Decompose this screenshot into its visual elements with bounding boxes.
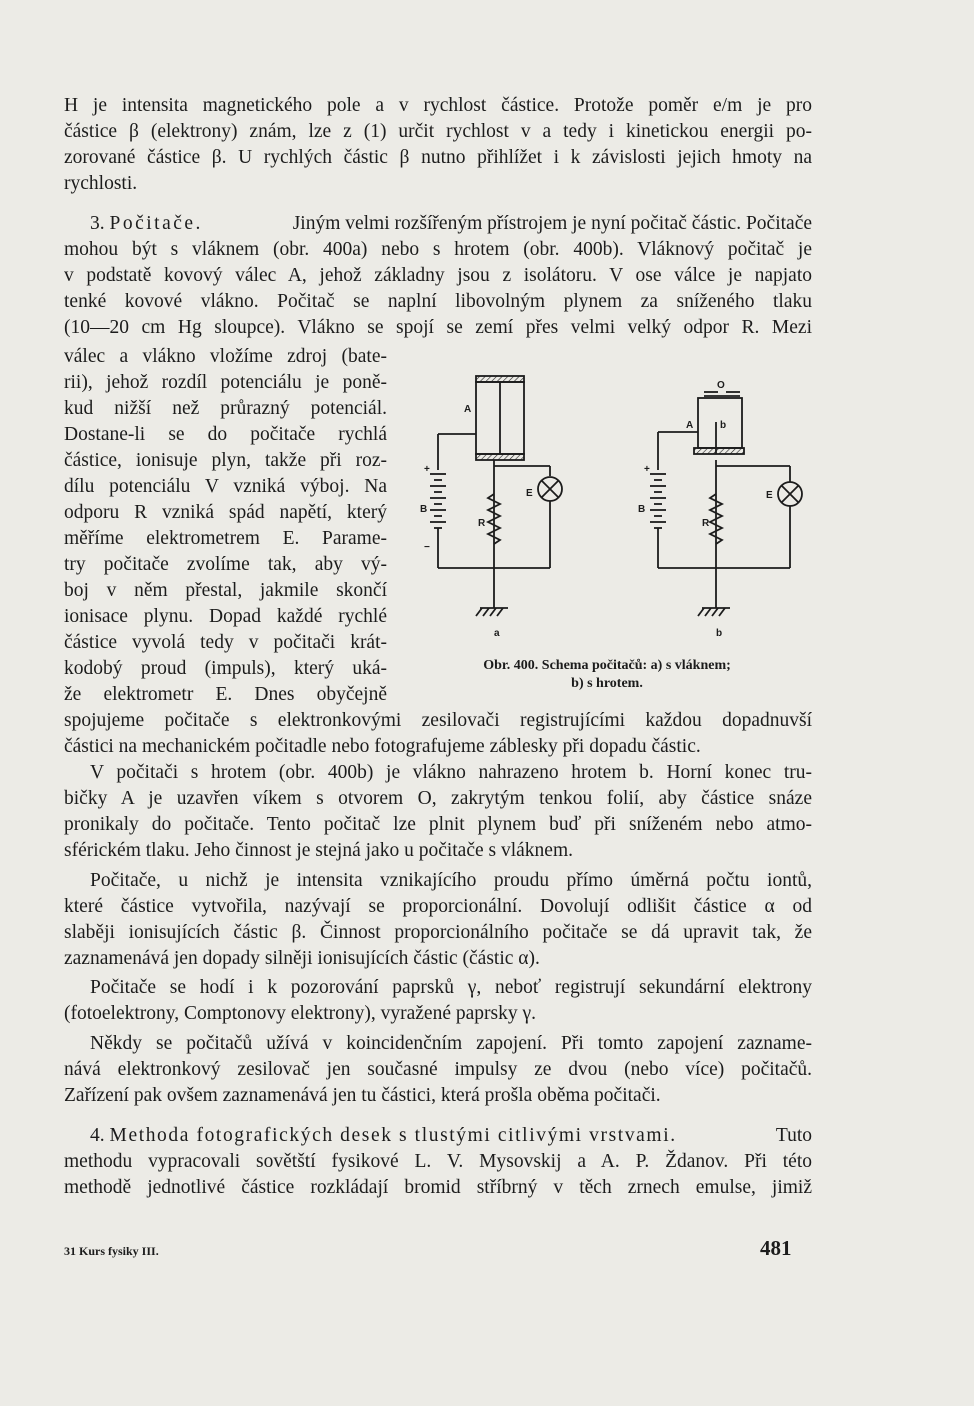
resistor-symbol bbox=[488, 494, 500, 544]
text-line: boj v něm přestal, jakmile skončí bbox=[64, 580, 387, 601]
section-heading-line bbox=[90, 211, 812, 237]
text-line: methodu vypracovali sovětští fysikové L. V. Mysovskij a A. P. Ždanov. Při této bbox=[64, 1151, 812, 1172]
label-a: A bbox=[464, 404, 472, 415]
section-number: 3. bbox=[90, 213, 105, 234]
label-r: R bbox=[478, 518, 486, 529]
text-line: mohou být s vláknem (obr. 400a) nebo s hrotem (obr. 400b). Vláknový počitač je bbox=[64, 239, 812, 260]
text-line: zaznamenává jen dopady silněji ionisujících částic (částic α). bbox=[64, 948, 540, 969]
label-a: A bbox=[686, 420, 694, 431]
label-b: B bbox=[638, 504, 646, 515]
text-line: rychlosti. bbox=[64, 173, 138, 194]
text-line: Zařízení pak ovšem zaznamenává jen tu částici, která prošla oběma počitači. bbox=[64, 1085, 661, 1106]
text-line: Počitače, u nichž je intensita vznikajícího proudu přímo úměrná počtu iontů, bbox=[90, 870, 812, 891]
text-line: try počitače zvolíme tak, aby vý- bbox=[64, 554, 387, 575]
text-line: kud nižší než průrazný potenciál. bbox=[64, 398, 387, 419]
text-line: částice vyvolá tedy v počitači krát- bbox=[64, 632, 387, 653]
label-b-tip: b bbox=[720, 420, 727, 431]
text-line: částice, ionisuje plyn, takže při roz- bbox=[64, 450, 387, 471]
caption-line: Obr. 400. Schema počitačů: a) s vláknem; bbox=[483, 658, 731, 673]
text-line: odporu R vzniká spád napětí, který bbox=[64, 502, 387, 523]
label-b: B bbox=[420, 504, 428, 515]
caption-line: b) s hrotem. bbox=[571, 676, 643, 691]
text-line: Dostane-li se do počitače rychlá bbox=[64, 424, 387, 445]
text-line: (10—20 cm Hg sloupce). Vlákno se spojí se zemí přes velmi velký odpor R. Mezi bbox=[64, 317, 812, 338]
text-line: Někdy se počitačů užívá v koincidenčním zapojení. Při tomto zapojení zazname- bbox=[90, 1033, 812, 1054]
text-line: sférickém tlaku. Jeho činnost je stejná jako u počitače s vláknem. bbox=[64, 840, 574, 861]
resistor-symbol bbox=[710, 494, 722, 544]
text-line: dílu potenciálu V vzniká výboj. Na bbox=[64, 476, 387, 497]
text-line: částice β (elektrony) znám, lze z (1) určit rychlost v a tedy i kinetickou energii po- bbox=[64, 121, 812, 142]
text-line: bičky A je uzavřen víkem s otvorem O, zakrytým tenkou folií, aby částice snáze bbox=[64, 788, 812, 809]
page-number: 481 bbox=[760, 1236, 792, 1260]
section-number: 4. bbox=[90, 1125, 105, 1146]
text-line: měříme elektrometrem E. Parame- bbox=[64, 528, 387, 549]
text-line: kodobý proud (impuls), který uká- bbox=[64, 658, 387, 679]
text-line: V počitači s hrotem (obr. 400b) je vlákno nahrazeno hrotem b. Horní konec tru- bbox=[90, 762, 812, 783]
text-line: tenké kovové vlákno. Počitač se naplní libovolným plynem za sníženého tlaku bbox=[64, 291, 812, 312]
text-line: H je intensita magnetického pole a v rychlost částice. Protože poměr e/m je pro bbox=[64, 95, 812, 116]
counter-schematic-figure bbox=[410, 372, 810, 647]
text-line: (fotoelektrony, Comptonovy elektrony), vyražené paprsky γ. bbox=[64, 1003, 536, 1024]
text-line: Počitače se hodí i k pozorování paprsků γ, neboť registrují sekundární elektrony bbox=[90, 977, 812, 998]
section-heading: Počitače. bbox=[109, 213, 203, 234]
text-line: spojujeme počitače s elektronkovými zesilovači registrujícími každou dopadnuvší bbox=[64, 710, 812, 731]
text-line: methodě jednotlivé částice rozkládají bromid stříbrný v těch zrnech emulse, jimiž bbox=[64, 1177, 812, 1198]
text-line: rii), jehož rozdíl potenciálu je poně- bbox=[64, 372, 387, 393]
figure-a-circuit bbox=[430, 376, 562, 616]
text-line: že elektrometr E. Dnes obyčejně bbox=[64, 684, 387, 705]
label-plus: + bbox=[424, 464, 430, 475]
label-o: O bbox=[717, 380, 725, 391]
figure-caption bbox=[424, 657, 790, 693]
text-line: zorované částice β. U rychlých částic β nutno přihlížet i k závislosti jejich hmoty na bbox=[64, 147, 812, 168]
section-heading: Methoda fotografických desek s tlustými citlivými vrstvami. bbox=[109, 1125, 677, 1146]
label-e: E bbox=[766, 490, 773, 501]
text-line: ionisace plynu. Dopad každé rychlé bbox=[64, 606, 387, 627]
text-line: částici na mechanickém počitadle nebo fotografujeme záblesky při dopadu částic. bbox=[64, 736, 701, 757]
text-line: pronikaly do počitače. Tento počitač lze plnit plynem buď při sníženém nebo atmo- bbox=[64, 814, 812, 835]
footer-signature: 31 Kurs fysiky III. bbox=[64, 1244, 159, 1258]
label-e: E bbox=[526, 488, 533, 499]
label-plus: + bbox=[644, 464, 650, 475]
label-r: R bbox=[702, 518, 710, 529]
text-line: slaběji ionisujících částic β. Činnost proporcionálního počitače se dá upravit tak, že bbox=[64, 922, 812, 943]
caption-a-letter: a bbox=[494, 628, 500, 639]
caption-b-letter: b bbox=[716, 628, 723, 639]
label-minus: − bbox=[424, 542, 430, 553]
text-line: které částice vytvořila, nazývají se proporcionální. Dovolují odlišit částice α od bbox=[64, 896, 812, 917]
text-line: válec a vlákno vložíme zdroj (bate- bbox=[64, 346, 387, 367]
text-line: nává elektronkový zesilovač jen současné impulsy ze dvou (nebo více) počitačů. bbox=[64, 1059, 812, 1080]
text-line: v podstatě kovový válec A, jehož základny jsou z isolátoru. V ose válce je napjato bbox=[64, 265, 812, 286]
text-fragment: Jiným velmi rozšířeným přístrojem je nyní počitač částic. Počitače bbox=[292, 213, 812, 234]
text-fragment: Tuto bbox=[775, 1125, 812, 1146]
section-heading-line bbox=[90, 1123, 812, 1149]
